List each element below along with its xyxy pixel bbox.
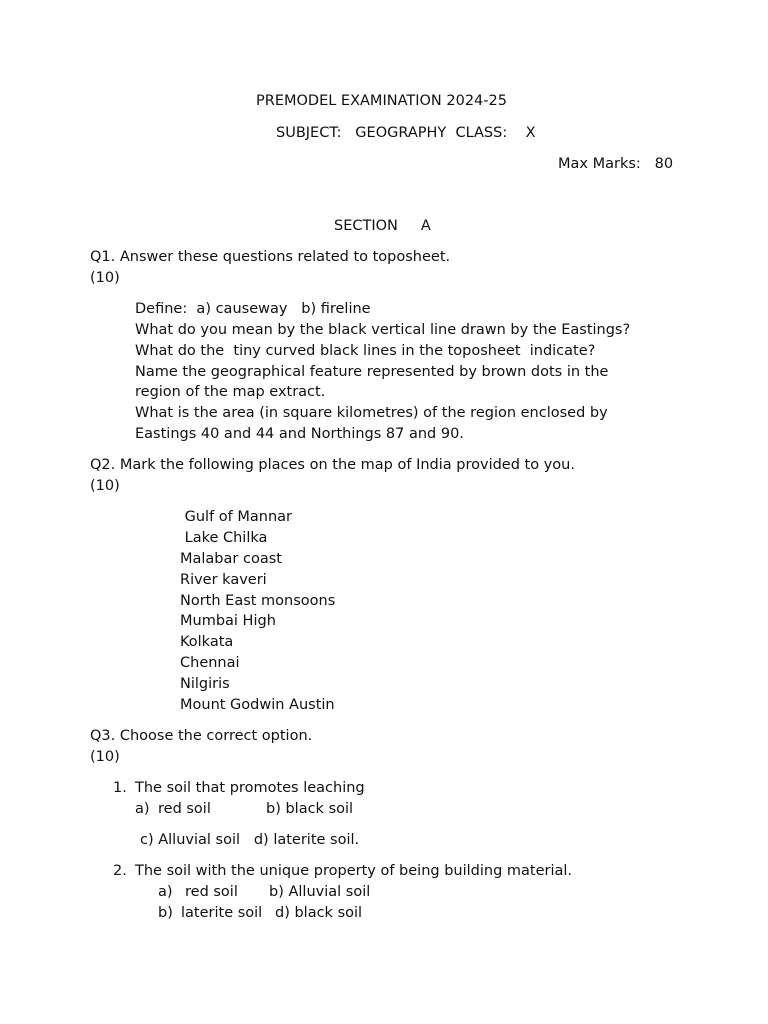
q3-sub2-opt-c: laterite soil [181,905,263,921]
q3-sub2-opt-a-label: a) [158,884,173,900]
q3-sub1-opt-b: b) black soil [266,801,354,817]
q1-item: Define: a) causeway b) fireline [135,301,371,317]
q1-item: What is the area (in square kilometres) of the region enclosed by [135,405,608,421]
q3-marks: (10) [90,749,120,765]
q3-sub2-text: The soil with the unique property of being building material. [135,863,573,879]
q2-place: Chennai [180,655,240,671]
q1-marks: (10) [90,270,120,286]
q3-text: Q3. Choose the correct option. [90,728,313,744]
q3-sub1-number: 1. [113,780,127,796]
q1-item: Eastings 40 and 44 and Northings 87 and 90. [135,426,464,442]
q3-sub1-text: The soil that promotes leaching [135,780,365,796]
q2-place: Malabar coast [180,551,282,567]
q3-sub2-opt-b2-label: b) [158,905,173,921]
q1-text: Q1. Answer these questions related to toposheet. [90,249,451,265]
q2-text: Q2. Mark the following places on the map of India provided to you. [90,457,575,473]
q3-sub2-number: 2. [113,863,127,879]
q3-sub2-opt-b: b) Alluvial soil [269,884,371,900]
q3-sub1-opts-cd: c) Alluvial soil d) laterite soil. [140,832,360,848]
q3-sub2-opt-a: red soil [185,884,238,900]
q1-item: region of the map extract. [135,384,326,400]
q1-item: Name the geographical feature represented by brown dots in the [135,364,609,380]
subject-line: SUBJECT: GEOGRAPHY CLASS: X [276,125,536,141]
q3-sub1-opt-a-label: a) [135,801,150,817]
q2-marks: (10) [90,478,120,494]
q3-sub1-opt-a: red soil [158,801,211,817]
q2-place: River kaveri [180,572,267,588]
q2-place: Mount Godwin Austin [180,697,335,713]
section-title: SECTION A [334,218,431,234]
q2-place: North East monsoons [180,593,336,609]
q2-place: Gulf of Mannar [180,509,292,525]
q3-sub2-opt-d: d) black soil [275,905,363,921]
max-marks: Max Marks: 80 [558,156,674,172]
q2-place: Kolkata [180,634,234,650]
exam-title: PREMODEL EXAMINATION 2024-25 [256,93,507,109]
q2-place: Mumbai High [180,613,276,629]
q1-item: What do the tiny curved black lines in the toposheet indicate? [135,343,596,359]
q2-place: Nilgiris [180,676,230,692]
q1-item: What do you mean by the black vertical line drawn by the Eastings? [135,322,631,338]
q2-place: Lake Chilka [180,530,268,546]
